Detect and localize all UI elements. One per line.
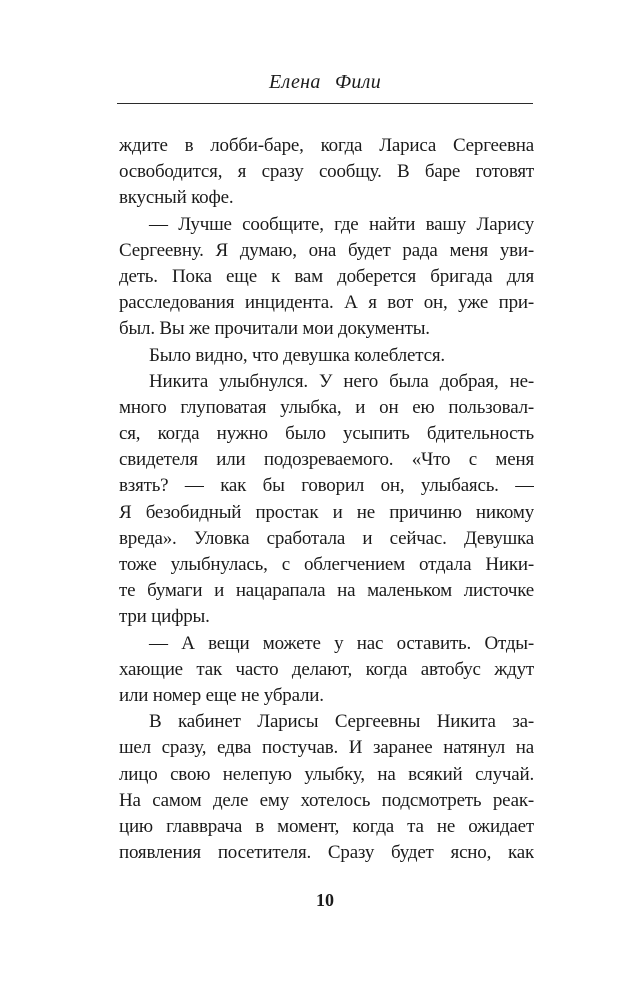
text-line: цию главврача в момент, когда та не ожидает — [119, 815, 534, 837]
text-line: появления посетителя. Сразу будет ясно, как — [119, 842, 534, 864]
text-line: Я безобидный простак и не причиню никому — [119, 501, 534, 523]
text-line: те бумаги и нацарапала на маленьком листочке — [119, 580, 534, 602]
text-line: ждите в лобби-баре, когда Лариса Сергеевна — [119, 135, 534, 156]
text-line: — Лучше сообщите, где найти вашу Ларису — [149, 213, 534, 235]
page-number: 10 — [316, 890, 334, 910]
text-line: много глуповатая улыбка, и он ею пользовал- — [119, 396, 534, 418]
text-line: деть. Пока еще к вам доберется бригада для — [119, 265, 534, 287]
text-line: или номер еще не убрали. — [119, 684, 324, 706]
text-line: В кабинет Ларисы Сергеевны Никита за- — [149, 711, 534, 733]
text-line: взять? — как бы говорил он, улыбаясь. — — [119, 475, 534, 497]
text-line: свидетеля или подозреваемого. «Что с меня — [119, 449, 534, 471]
text-line: — А вещи можете у нас оставить. Отды- — [149, 632, 534, 654]
text-line: Было видно, что девушка колеблется. — [149, 344, 445, 366]
text-line: Никита улыбнулся. У него была добрая, не- — [149, 370, 534, 392]
header-rule — [117, 103, 533, 104]
text-line: был. Вы же прочитали мои документы. — [119, 318, 430, 340]
text-line: три цифры. — [119, 606, 210, 628]
text-line: Сергеевну. Я думаю, она будет рада меня уви- — [119, 239, 534, 261]
author-name: Елена Фили — [268, 71, 382, 93]
text-line: лицо свою нелепую улыбку, на всякий случай. — [119, 763, 534, 785]
text-line: вреда». Уловка сработала и сейчас. Девушка — [119, 527, 534, 549]
body-text — [119, 133, 534, 866]
text-line: освободится, я сразу сообщу. В баре готовят — [119, 161, 534, 183]
running-header — [117, 70, 533, 104]
text-line: На самом деле ему хотелось подсмотреть реак- — [119, 789, 534, 811]
text-line: ся, когда нужно было усыпить бдительность — [119, 423, 534, 445]
text-line: расследования инцидента. А я вот он, уже при- — [119, 292, 534, 314]
text-line: вкусный кофе. — [119, 187, 234, 209]
text-line: хающие так часто делают, когда автобус ждут — [119, 658, 534, 680]
text-line: шел сразу, едва постучав. И заранее натянул на — [119, 737, 534, 759]
text-line: тоже улыбнулась, с облегчением отдала Ники- — [119, 554, 534, 575]
